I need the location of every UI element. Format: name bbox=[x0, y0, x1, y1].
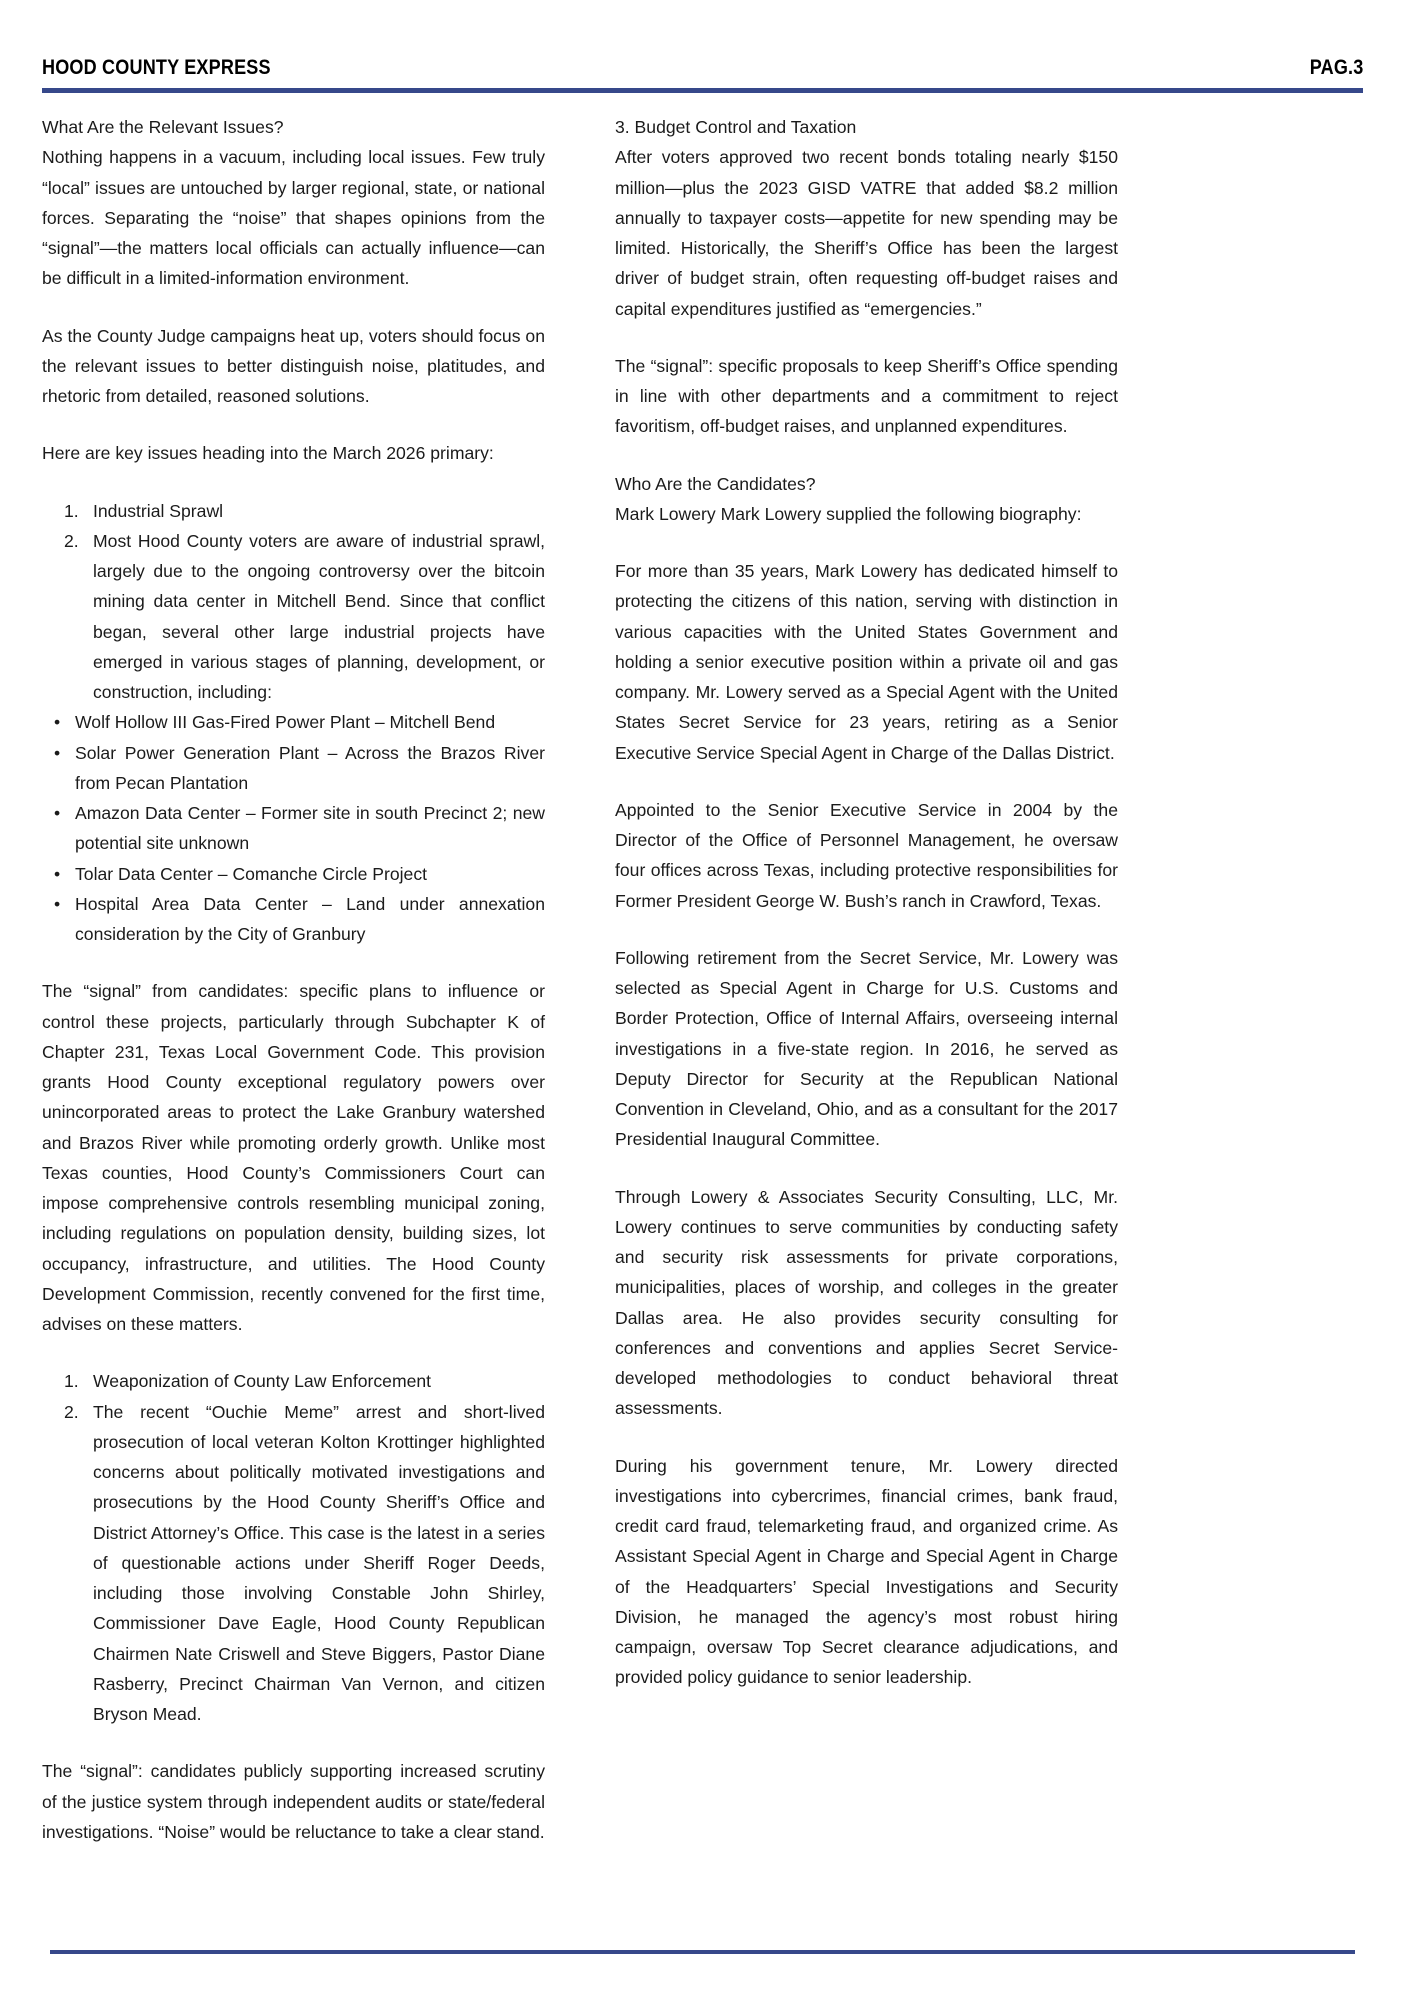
paragraph-spacer bbox=[42, 1729, 545, 1756]
paragraph: Following retirement from the Secret Service, Mr. Lowery was selected as Special Agent in Charge for U.S. Customs and Border Protection, Office of Internal Affairs, overseeing internal investigations in a five-state region. In 2016, he served as Deputy Director for Security at the Republican National Convention in Cleveland, Ohio, and as a consultant for the 2017 Presidential Inaugural Committee. bbox=[615, 947, 1118, 1150]
paragraph-spacer bbox=[615, 442, 1118, 469]
page-number-label: PAG.3 bbox=[1309, 56, 1363, 79]
paragraph: Through Lowery & Associates Security Consulting, LLC, Mr. Lowery continues to serve communities by conducting safety and security risk assessments for private corporations, municipalities, places of worship, and colleges in the greater Dallas area. He also provides security consulting for conferences and conventions and applies Secret Service-developed methodologies to conduct behavioral threat assessments. bbox=[615, 1186, 1118, 1419]
paragraph-spacer bbox=[615, 768, 1118, 795]
footer-divider-rule bbox=[50, 1950, 1355, 1954]
paragraph-spacer bbox=[615, 324, 1118, 351]
list-item-text: • Amazon Data Center – Former site in south Precinct 2; new potential site unknown bbox=[75, 803, 545, 854]
paragraph-spacer bbox=[615, 529, 1118, 556]
list-item bbox=[42, 1366, 545, 1396]
paragraph-spacer bbox=[42, 1339, 545, 1366]
list-item bbox=[42, 738, 545, 799]
numbered-list-law-enforcement bbox=[42, 1366, 545, 1729]
section-heading-candidates: Who Are the Candidates? bbox=[615, 473, 816, 494]
list-item-text: The recent “Ouchie Meme” arrest and short-lived prosecution of local veteran Kolton Krottinger highlighted concerns about politically motivated investigations and prosecutions by the Hood County Sheriff’s Office and District Attorney’s Office. This case is the latest in a series of questionable actions under Sheriff Roger Deeds, including those involving Constable John Shirley, Commissioner Dave Eagle, Hood County Republican Chairmen Nate Criswell and Steve Biggers, Pastor Diane Rasberry, Precinct Chairman Van Vernon, and citizen Bryson Mead. bbox=[93, 1401, 545, 1724]
paragraph-spacer bbox=[42, 949, 545, 976]
list-item bbox=[42, 1397, 545, 1730]
bullet-list-projects bbox=[42, 707, 545, 949]
list-item-text: • Wolf Hollow III Gas-Fired Power Plant – Mitchell Bend bbox=[75, 712, 496, 733]
paragraph: Appointed to the Senior Executive Service in 2004 by the Director of the Office of Personnel Management, he oversaw four offices across Texas, including protective responsibilities for Former President George W. Bush’s ranch in Crawford, Texas. bbox=[615, 799, 1118, 911]
article-columns bbox=[42, 112, 1363, 1847]
list-item bbox=[42, 859, 545, 889]
paragraph: The “signal”: specific proposals to keep Sheriff’s Office spending in line with other departments and a commitment to reject favoritism, off-budget raises, and unplanned expenditures. bbox=[615, 355, 1118, 437]
section-heading-budget-control: 3. Budget Control and Taxation bbox=[615, 117, 857, 137]
paragraph: For more than 35 years, Mark Lowery has dedicated himself to protecting the citizens of this nation, serving with distinction in various capacities with the United States Government and holding a senior executive position within a private oil and gas company. Mr. Lowery served as a Special Agent with the United States Secret Service for 23 years, retiring as a Senior Executive Service Special Agent in Charge of the Dallas District. bbox=[615, 561, 1118, 763]
list-item bbox=[42, 889, 545, 950]
masthead bbox=[42, 44, 1363, 80]
paragraph: Here are key issues heading into the March 2026 primary: bbox=[42, 443, 494, 464]
paragraph-spacer bbox=[615, 916, 1118, 943]
list-item bbox=[42, 526, 545, 708]
list-item-text: Industrial Sprawl bbox=[93, 500, 224, 521]
paragraph: Nothing happens in a vacuum, including local issues. Few truly “local” issues are untouched by larger regional, state, or national forces. Separating the “noise” that shapes opinions from the “signal”—the matters local officials can actually influence—can be difficult in a limited-information environment. bbox=[42, 147, 545, 289]
paragraph-spacer bbox=[42, 294, 545, 321]
list-item bbox=[42, 707, 545, 737]
paragraph-spacer bbox=[615, 1155, 1118, 1182]
paragraph-spacer bbox=[615, 1424, 1118, 1451]
paragraph: As the County Judge campaigns heat up, voters should focus on the relevant issues to better distinguish noise, platitudes, and rhetoric from detailed, reasoned solutions. bbox=[42, 325, 545, 406]
list-item-text: Most Hood County voters are aware of industrial sprawl, largely due to the ongoing controversy over the bitcoin mining data center in Mitchell Bend. Since that conflict began, several other large industrial projects have emerged in various stages of planning, development, or construction, including: bbox=[93, 530, 545, 702]
list-item bbox=[42, 496, 545, 526]
list-item-text: • Solar Power Generation Plant – Across the Brazos River from Pecan Plantation bbox=[75, 742, 545, 793]
list-item-text: Weaponization of County Law Enforcement bbox=[93, 1371, 432, 1392]
masthead-title: HOOD COUNTY EXPRESS bbox=[42, 56, 271, 79]
paragraph: The “signal” from candidates: specific plans to influence or control these projects, particularly through Subchapter K of Chapter 231, Texas Local Government Code. This provision grants Hood County exceptional regulatory powers over unincorporated areas to protect the Lake Granbury watershed and Brazos River while promoting orderly growth. Unlike most Texas counties, Hood County’s Commissioners Court can impose comprehensive controls resembling municipal zoning, including regulations on population density, building sizes, lot occupancy, infrastructure, and utilities. The Hood County Development Commission, recently convened for the first time, advises on these matters. bbox=[42, 981, 545, 1334]
paragraph-spacer bbox=[42, 411, 545, 438]
paragraph: The “signal”: candidates publicly supporting increased scrutiny of the justice system through independent audits or state/federal investigations. “Noise” would be reluctance to take a clear stand. bbox=[42, 1761, 545, 1842]
list-item bbox=[42, 798, 545, 859]
header-divider-rule bbox=[42, 88, 1363, 93]
numbered-list-issues bbox=[42, 496, 545, 708]
list-item-text: • Tolar Data Center – Comanche Circle Project bbox=[75, 863, 428, 884]
candidate-subheading: Mark Lowery Mark Lowery supplied the following biography: bbox=[615, 503, 1082, 524]
column-left bbox=[42, 112, 545, 1847]
paragraph: During his government tenure, Mr. Lowery directed investigations into cybercrimes, financial crimes, bank fraud, credit card fraud, telemarketing fraud, and organized crime. As Assistant Special Agent in Charge and Special Agent in Charge of the Headquarters’ Special Investigations and Security Division, he managed the agency’s most robust hiring campaign, oversaw Top Secret clearance adjudications, and provided policy guidance to senior leadership. bbox=[615, 1455, 1118, 1688]
paragraph-spacer bbox=[42, 469, 545, 496]
column-right bbox=[615, 112, 1118, 1847]
list-item-text: • Hospital Area Data Center – Land under annexation consideration by the City of Granbury bbox=[75, 893, 545, 944]
section-heading-relevant-issues: What Are the Relevant Issues? bbox=[42, 117, 284, 137]
paragraph: After voters approved two recent bonds totaling nearly $150 million—plus the 2023 GISD VATRE that added $8.2 million annually to taxpayer costs—appetite for new spending may be limited. Historically, the Sheriff’s Office has been the largest driver of budget strain, often requesting off-budget raises and capital expenditures justified as “emergencies.” bbox=[615, 147, 1118, 319]
